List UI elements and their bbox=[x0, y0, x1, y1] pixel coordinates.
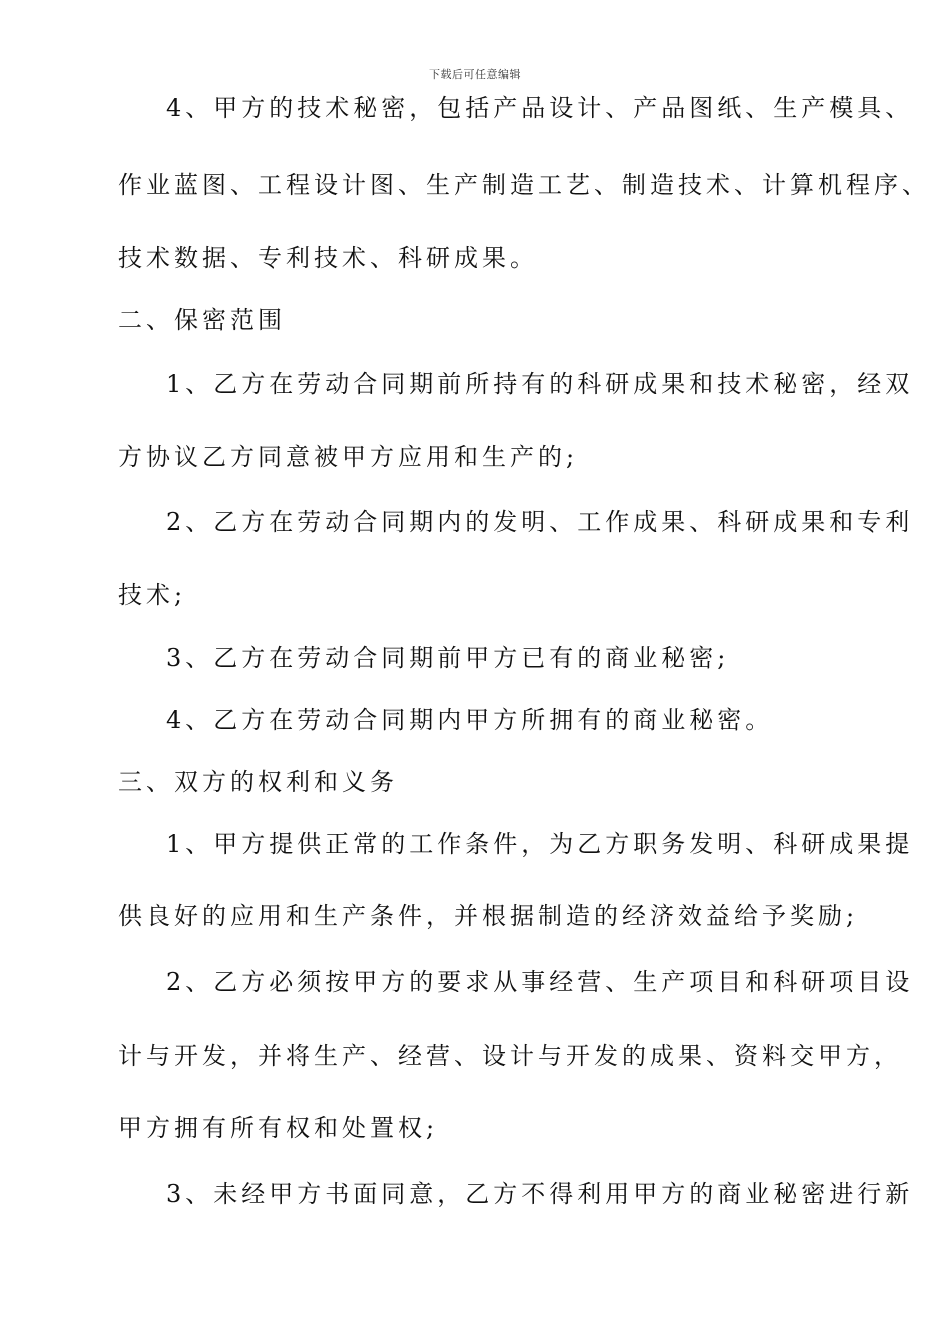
paragraph-line: 作业蓝图、工程设计图、生产制造工艺、制造技术、计算机程序、 bbox=[118, 171, 930, 199]
page-header-note: 下载后可任意编辑 bbox=[429, 68, 521, 81]
paragraph-line: 4、乙方在劳动合同期内甲方所拥有的商业秘密。 bbox=[166, 706, 774, 734]
paragraph-line: 供良好的应用和生产条件，并根据制造的经济效益给予奖励; bbox=[118, 902, 859, 930]
paragraph-line: 2、乙方在劳动合同期内的发明、工作成果、科研成果和专利 bbox=[166, 508, 914, 536]
paragraph-line: 3、乙方在劳动合同期前甲方已有的商业秘密; bbox=[166, 644, 730, 672]
paragraph-line: 2、乙方必须按甲方的要求从事经营、生产项目和科研项目设 bbox=[166, 968, 914, 996]
paragraph-line: 甲方拥有所有权和处置权; bbox=[118, 1114, 439, 1142]
paragraph-line: 方协议乙方同意被甲方应用和生产的; bbox=[118, 443, 579, 471]
paragraph-line: 技术; bbox=[118, 581, 187, 609]
section-heading: 三、双方的权利和义务 bbox=[118, 768, 398, 796]
paragraph-line: 3、未经甲方书面同意，乙方不得利用甲方的商业秘密进行新 bbox=[166, 1180, 914, 1208]
section-heading: 二、保密范围 bbox=[118, 306, 286, 334]
paragraph-line: 1、甲方提供正常的工作条件，为乙方职务发明、科研成果提 bbox=[166, 830, 914, 858]
paragraph-line: 技术数据、专利技术、科研成果。 bbox=[118, 244, 538, 272]
paragraph-line: 4、甲方的技术秘密，包括产品设计、产品图纸、生产模具、 bbox=[166, 94, 914, 122]
paragraph-line: 计与开发，并将生产、经营、设计与开发的成果、资料交甲方， bbox=[118, 1042, 902, 1070]
paragraph-line: 1、乙方在劳动合同期前所持有的科研成果和技术秘密，经双 bbox=[166, 370, 914, 398]
